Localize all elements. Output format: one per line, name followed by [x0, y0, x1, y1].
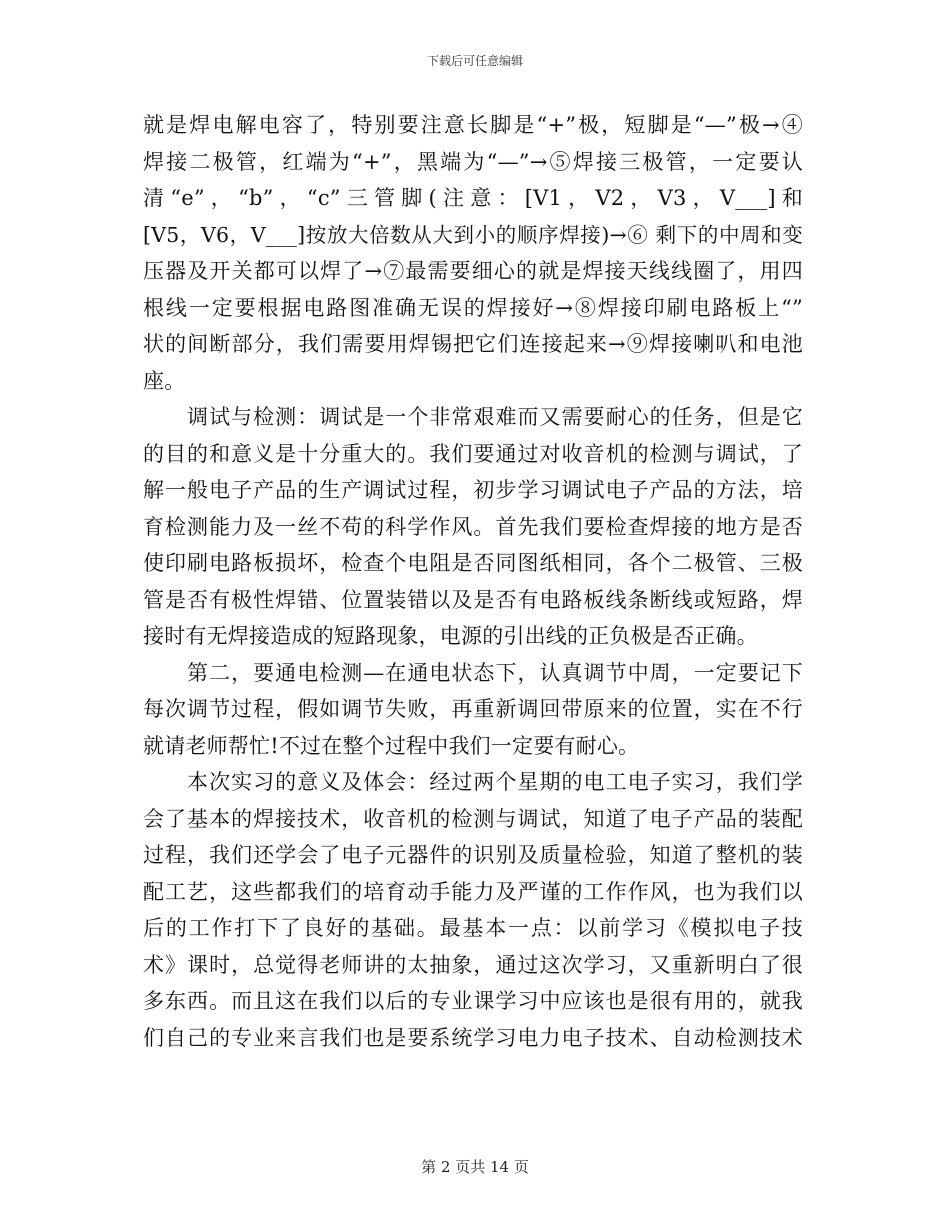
text-line: 压器及开关都可以焊了→⑦最需要细心的就是焊接天线线圈了，用四	[143, 259, 803, 283]
text-line: 会了基本的焊接技术，收音机的检测与调试，知道了电子产品的装配	[143, 806, 803, 831]
text-line: 清“e”，“b”，“c”三管脚(注意：[V1，V2，V3，V___]和	[143, 186, 803, 210]
text-line: 过程，我们还学会了电子元器件的识别及质量检验，知道了整机的装	[143, 843, 803, 867]
text-line: 的目的和意义是十分重大的。我们要通过对收音机的检测与调试，了	[143, 441, 803, 466]
text-line: 座。	[143, 368, 186, 393]
page-header: 下载后可任意编辑	[426, 54, 523, 68]
text-line: 每次调节过程，假如调节失败，再重新调回带原来的位置，实在不行	[143, 697, 803, 721]
text-line: 后的工作打下了良好的基础。最基本一点：以前学习《模拟电子技	[143, 916, 803, 940]
text-line: 状的间断部分，我们需要用焊锡把它们连接起来→⑨焊接喇叭和电池	[143, 332, 803, 356]
text-line: 调试与检测：调试是一个非常艰难而又需要耐心的任务，但是它	[143, 405, 803, 429]
page-footer: 第 2 页共 14 页	[421, 1158, 529, 1176]
text-line: 第二，要通电检测—在通电状态下，认真调节中周，一定要记下	[143, 660, 803, 685]
text-line: 使印刷电路板损坏，检查个电阻是否同图纸相同，各个二极管、三极	[143, 551, 803, 575]
text-line: 焊接二极管，红端为“+”，黑端为“—”→⑤焊接三极管，一定要认	[143, 149, 803, 174]
text-line: 就请老师帮忙!不过在整个过程中我们一定要有耐心。	[143, 733, 640, 758]
text-line: 解一般电子产品的生产调试过程，初步学习调试电子产品的方法，培	[143, 478, 803, 502]
text-line: 根线一定要根据电路图准确无误的焊接好→⑧焊接印刷电路板上“”	[143, 295, 803, 320]
text-line: 本次实习的意义及体会：经过两个星期的电工电子实习，我们学	[143, 770, 803, 794]
text-line: 就是焊电解电容了，特别要注意长脚是“+”极，短脚是“—”极→④	[143, 113, 803, 137]
text-line: 管是否有极性焊错、位置装错以及是否有电路板线条断线或短路，焊	[143, 587, 803, 612]
text-line: 接时有无焊接造成的短路现象，电源的引出线的正负极是否正确。	[143, 624, 758, 648]
document-body	[143, 107, 803, 1056]
text-line: 们自己的专业来言我们也是要系统学习电力电子技术、自动检测技术	[143, 1025, 803, 1050]
text-line: 术》课时，总觉得老师讲的太抽象，通过这次学习，又重新明白了很	[143, 952, 803, 977]
text-line: 育检测能力及一丝不苟的科学作风。首先我们要检查焊接的地方是否	[143, 514, 803, 539]
text-line: 多东西。而且这在我们以后的专业课学习中应该也是很有用的，就我	[143, 989, 803, 1013]
text-line: [V5，V6，V___]按放大倍数从大到小的顺序焊接)→⑥ 剩下的中周和变	[143, 222, 803, 247]
text-line: 配工艺，这些都我们的培育动手能力及严谨的工作作风，也为我们以	[143, 879, 803, 904]
